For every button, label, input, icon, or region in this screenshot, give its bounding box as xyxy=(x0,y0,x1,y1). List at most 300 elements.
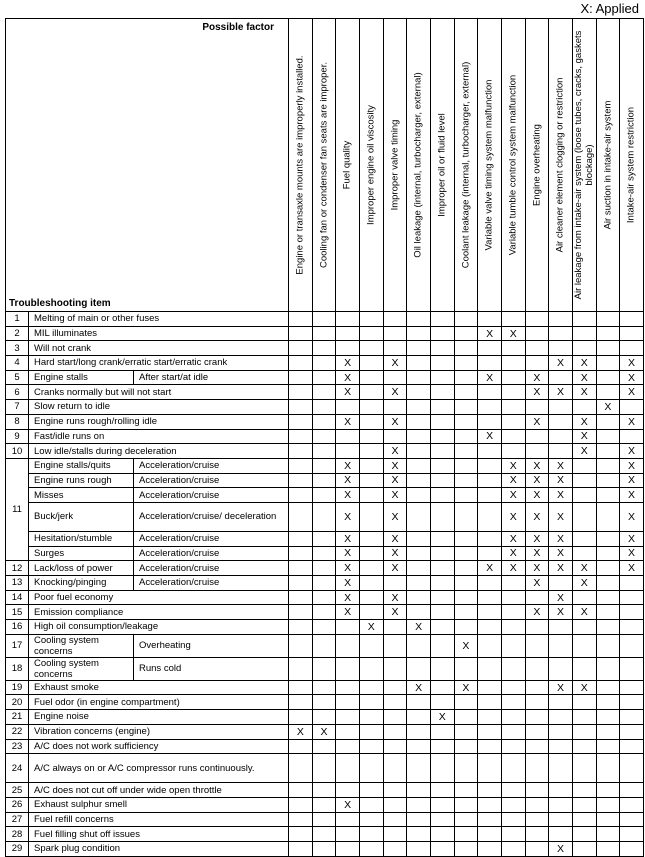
applied-cell xyxy=(289,385,313,400)
applied-cell xyxy=(501,797,525,812)
applied-cell xyxy=(572,739,596,754)
troubleshooting-item: Slow return to idle xyxy=(29,400,289,415)
applied-cell xyxy=(596,680,620,695)
applied-cell xyxy=(620,680,644,695)
table-row xyxy=(6,754,644,783)
applied-cell xyxy=(549,400,573,415)
applied-cell xyxy=(430,680,454,695)
table-row xyxy=(6,576,644,591)
applied-cell xyxy=(383,841,407,856)
applied-cell xyxy=(572,724,596,739)
applied-cell: X xyxy=(501,531,525,546)
applied-cell: X xyxy=(572,444,596,459)
applied-cell xyxy=(525,590,549,605)
applied-cell xyxy=(572,812,596,827)
applied-cell xyxy=(454,370,478,385)
applied-cell xyxy=(430,590,454,605)
applied-cell: X xyxy=(383,458,407,473)
applied-cell xyxy=(596,502,620,531)
applied-cell xyxy=(478,356,502,371)
applied-cell xyxy=(478,841,502,856)
applied-cell xyxy=(596,531,620,546)
troubleshooting-item-label: Troubleshooting item xyxy=(9,298,111,309)
table-row xyxy=(6,385,644,400)
applied-cell xyxy=(312,458,336,473)
applied-cell: X xyxy=(478,561,502,576)
applied-cell xyxy=(572,458,596,473)
applied-cell xyxy=(525,754,549,783)
applied-cell xyxy=(572,546,596,561)
applied-cell xyxy=(407,576,431,591)
applied-cell xyxy=(596,312,620,327)
applied-cell: X xyxy=(620,444,644,459)
applied-cell: X xyxy=(383,605,407,620)
applied-cell xyxy=(478,341,502,356)
applied-cell xyxy=(407,473,431,488)
applied-cell xyxy=(359,488,383,503)
applied-cell: X xyxy=(336,797,360,812)
troubleshooting-item: A/C does not cut off under wide open throttle xyxy=(29,783,289,798)
troubleshooting-item: Engine noise xyxy=(29,710,289,725)
condition: Overheating xyxy=(134,634,289,657)
applied-cell xyxy=(407,634,431,657)
factor-header xyxy=(525,19,549,312)
applied-cell xyxy=(312,414,336,429)
applied-cell xyxy=(454,531,478,546)
factor-label: Fuel quality xyxy=(341,140,353,190)
applied-cell: X xyxy=(454,680,478,695)
applied-cell xyxy=(383,326,407,341)
applied-cell xyxy=(359,341,383,356)
applied-cell xyxy=(596,634,620,657)
troubleshooting-item: High oil consumption/leakage xyxy=(29,620,289,635)
applied-cell xyxy=(383,695,407,710)
applied-cell xyxy=(572,783,596,798)
applied-cell xyxy=(478,739,502,754)
applied-cell xyxy=(336,695,360,710)
applied-cell xyxy=(407,356,431,371)
applied-cell xyxy=(620,739,644,754)
applied-cell xyxy=(407,458,431,473)
applied-cell xyxy=(501,783,525,798)
applied-cell xyxy=(289,827,313,842)
troubleshooting-item: Melting of main or other fuses xyxy=(29,312,289,327)
applied-cell: X xyxy=(620,385,644,400)
applied-cell xyxy=(572,312,596,327)
applied-cell: X xyxy=(525,370,549,385)
applied-cell: X xyxy=(572,429,596,444)
applied-cell xyxy=(478,620,502,635)
applied-cell xyxy=(359,710,383,725)
condition: After start/at idle xyxy=(134,370,289,385)
row-number: 13 xyxy=(6,576,29,591)
applied-cell xyxy=(430,657,454,680)
applied-cell: X xyxy=(501,326,525,341)
applied-cell xyxy=(454,561,478,576)
factor-label: Improper oil or fluid level xyxy=(436,113,448,217)
factor-header xyxy=(572,19,596,312)
row-number: 5 xyxy=(6,370,29,385)
applied-cell xyxy=(383,724,407,739)
applied-cell: X xyxy=(572,385,596,400)
troubleshooting-item: Low idle/stalls during deceleration xyxy=(29,444,289,459)
applied-cell xyxy=(407,605,431,620)
applied-cell xyxy=(289,473,313,488)
applied-cell xyxy=(359,502,383,531)
applied-cell xyxy=(501,590,525,605)
applied-cell xyxy=(312,385,336,400)
applied-cell xyxy=(572,841,596,856)
applied-cell xyxy=(407,341,431,356)
applied-cell xyxy=(430,385,454,400)
applied-cell: X xyxy=(336,488,360,503)
applied-cell xyxy=(430,473,454,488)
applied-cell xyxy=(383,710,407,725)
applied-cell xyxy=(525,695,549,710)
applied-cell: X xyxy=(501,546,525,561)
condition: Acceleration/cruise xyxy=(134,458,289,473)
applied-cell xyxy=(454,783,478,798)
applied-cell: X xyxy=(383,590,407,605)
applied-cell xyxy=(312,590,336,605)
applied-cell xyxy=(359,605,383,620)
applied-cell xyxy=(383,827,407,842)
applied-cell xyxy=(501,370,525,385)
table-row xyxy=(6,488,644,503)
applied-cell xyxy=(407,429,431,444)
table-row xyxy=(6,695,644,710)
applied-cell xyxy=(501,429,525,444)
applied-cell xyxy=(454,739,478,754)
table-row xyxy=(6,724,644,739)
condition: Acceleration/cruise xyxy=(134,561,289,576)
applied-cell xyxy=(359,546,383,561)
factor-header xyxy=(549,19,573,312)
applied-cell: X xyxy=(478,370,502,385)
applied-cell xyxy=(596,458,620,473)
applied-cell xyxy=(289,634,313,657)
applied-cell: X xyxy=(289,724,313,739)
applied-cell xyxy=(312,546,336,561)
applied-cell xyxy=(549,657,573,680)
applied-cell xyxy=(454,797,478,812)
applied-cell xyxy=(596,414,620,429)
applied-cell xyxy=(407,841,431,856)
applied-cell xyxy=(312,488,336,503)
applied-cell xyxy=(430,546,454,561)
row-number: 29 xyxy=(6,841,29,856)
applied-cell: X xyxy=(549,841,573,856)
applied-cell xyxy=(501,576,525,591)
applied-cell: X xyxy=(336,576,360,591)
applied-cell: X xyxy=(620,414,644,429)
applied-cell xyxy=(454,356,478,371)
applied-cell xyxy=(549,812,573,827)
possible-factor-label: Possible factor xyxy=(202,22,275,33)
applied-cell: X xyxy=(525,546,549,561)
applied-cell xyxy=(478,531,502,546)
applied-cell xyxy=(549,695,573,710)
applied-cell xyxy=(289,429,313,444)
troubleshooting-item: Emission compliance xyxy=(29,605,289,620)
factor-header xyxy=(454,19,478,312)
applied-cell xyxy=(454,473,478,488)
applied-cell: X xyxy=(620,531,644,546)
applied-cell xyxy=(596,356,620,371)
applied-cell: X xyxy=(525,561,549,576)
applied-cell xyxy=(454,590,478,605)
applied-cell xyxy=(407,695,431,710)
applied-cell xyxy=(454,385,478,400)
row-number: 4 xyxy=(6,356,29,371)
applied-cell xyxy=(407,797,431,812)
applied-cell xyxy=(525,312,549,327)
applied-cell: X xyxy=(383,385,407,400)
applied-cell: X xyxy=(525,414,549,429)
applied-cell: X xyxy=(620,502,644,531)
condition: Acceleration/cruise xyxy=(134,473,289,488)
applied-cell xyxy=(336,783,360,798)
applied-cell xyxy=(383,634,407,657)
applied-cell xyxy=(525,620,549,635)
applied-cell: X xyxy=(549,605,573,620)
applied-cell xyxy=(478,827,502,842)
factor-label: Engine overheating xyxy=(531,124,543,206)
applied-cell xyxy=(525,326,549,341)
applied-cell xyxy=(359,695,383,710)
factor-label: Oil leakage (internal, turbocharger, external) xyxy=(412,72,424,258)
applied-cell xyxy=(525,739,549,754)
applied-cell xyxy=(407,312,431,327)
applied-cell xyxy=(312,326,336,341)
applied-cell xyxy=(336,724,360,739)
applied-cell xyxy=(620,312,644,327)
applied-cell: X xyxy=(336,414,360,429)
applied-cell xyxy=(383,429,407,444)
applied-cell xyxy=(336,739,360,754)
applied-cell: X xyxy=(549,531,573,546)
applied-cell xyxy=(454,724,478,739)
applied-cell xyxy=(359,400,383,415)
applied-cell xyxy=(525,341,549,356)
applied-cell xyxy=(289,488,313,503)
applied-cell xyxy=(478,546,502,561)
applied-cell xyxy=(359,458,383,473)
applied-cell xyxy=(501,724,525,739)
applied-cell xyxy=(549,576,573,591)
troubleshooting-item: Exhaust sulphur smell xyxy=(29,797,289,812)
applied-cell xyxy=(596,724,620,739)
applied-cell xyxy=(407,657,431,680)
applied-cell xyxy=(407,754,431,783)
applied-cell: X xyxy=(336,561,360,576)
applied-cell xyxy=(289,341,313,356)
applied-cell xyxy=(289,400,313,415)
applied-cell xyxy=(454,326,478,341)
applied-cell: X xyxy=(407,680,431,695)
row-number: 1 xyxy=(6,312,29,327)
applied-cell: X xyxy=(620,488,644,503)
troubleshooting-item: Engine stalls/quits xyxy=(29,458,134,473)
row-number: 12 xyxy=(6,561,29,576)
applied-cell: X xyxy=(549,680,573,695)
applied-cell: X xyxy=(501,561,525,576)
applied-cell: X xyxy=(501,458,525,473)
applied-cell xyxy=(596,827,620,842)
applied-cell xyxy=(430,531,454,546)
applied-cell: X xyxy=(478,326,502,341)
table-row xyxy=(6,680,644,695)
applied-cell xyxy=(312,634,336,657)
troubleshooting-item: Cooling system concerns xyxy=(29,657,134,680)
applied-cell xyxy=(383,783,407,798)
applied-cell xyxy=(312,429,336,444)
applied-cell xyxy=(596,429,620,444)
applied-cell xyxy=(312,341,336,356)
applied-cell: X xyxy=(620,370,644,385)
applied-cell xyxy=(501,312,525,327)
applied-cell xyxy=(407,724,431,739)
applied-cell xyxy=(289,458,313,473)
applied-cell xyxy=(289,546,313,561)
applied-cell: X xyxy=(572,576,596,591)
factor-header xyxy=(407,19,431,312)
row-number: 16 xyxy=(6,620,29,635)
applied-cell xyxy=(454,341,478,356)
applied-cell xyxy=(525,680,549,695)
row-number: 23 xyxy=(6,739,29,754)
applied-cell: X xyxy=(549,590,573,605)
row-number: 6 xyxy=(6,385,29,400)
applied-cell xyxy=(430,502,454,531)
factor-label: Air suction in intake-air system xyxy=(602,100,614,230)
applied-cell: X xyxy=(501,502,525,531)
applied-cell xyxy=(572,754,596,783)
applied-cell xyxy=(289,710,313,725)
applied-cell xyxy=(359,739,383,754)
table-row xyxy=(6,827,644,842)
applied-cell xyxy=(430,812,454,827)
troubleshooting-item: Engine stalls xyxy=(29,370,134,385)
applied-cell xyxy=(359,312,383,327)
applied-cell xyxy=(383,812,407,827)
applied-cell xyxy=(596,590,620,605)
applied-cell xyxy=(383,754,407,783)
applied-cell xyxy=(359,444,383,459)
factor-label: Intake-air system restriction xyxy=(625,106,637,224)
troubleshooting-table xyxy=(5,18,644,857)
applied-cell xyxy=(383,400,407,415)
applied-cell xyxy=(454,576,478,591)
applied-cell xyxy=(454,605,478,620)
applied-cell xyxy=(312,739,336,754)
factor-header xyxy=(596,19,620,312)
condition: Acceleration/cruise xyxy=(134,546,289,561)
applied-cell xyxy=(383,739,407,754)
row-number: 28 xyxy=(6,827,29,842)
applied-cell xyxy=(525,634,549,657)
table-row xyxy=(6,783,644,798)
condition: Runs cold xyxy=(134,657,289,680)
applied-cell: X xyxy=(549,458,573,473)
applied-cell xyxy=(478,312,502,327)
troubleshooting-item: Hesitation/stumble xyxy=(29,531,134,546)
applied-cell xyxy=(336,657,360,680)
applied-cell xyxy=(501,605,525,620)
applied-cell xyxy=(430,739,454,754)
applied-cell xyxy=(359,797,383,812)
applied-cell xyxy=(620,812,644,827)
applied-cell xyxy=(454,812,478,827)
applied-cell xyxy=(454,400,478,415)
applied-cell xyxy=(596,695,620,710)
applied-cell xyxy=(359,841,383,856)
applied-cell xyxy=(454,695,478,710)
applied-cell xyxy=(336,429,360,444)
troubleshooting-item: Poor fuel economy xyxy=(29,590,289,605)
applied-cell xyxy=(620,429,644,444)
applied-cell: X xyxy=(336,356,360,371)
applied-cell xyxy=(478,634,502,657)
applied-cell xyxy=(312,710,336,725)
applied-cell xyxy=(501,444,525,459)
applied-cell xyxy=(312,356,336,371)
applied-cell: X xyxy=(383,473,407,488)
table-row xyxy=(6,312,644,327)
applied-cell xyxy=(478,797,502,812)
applied-cell xyxy=(359,414,383,429)
applied-cell xyxy=(312,473,336,488)
applied-cell xyxy=(478,754,502,783)
table-row xyxy=(6,657,644,680)
applied-cell xyxy=(572,488,596,503)
applied-cell xyxy=(501,739,525,754)
applied-cell xyxy=(454,754,478,783)
applied-cell xyxy=(430,400,454,415)
applied-cell xyxy=(407,590,431,605)
applied-cell xyxy=(336,841,360,856)
applied-cell: X xyxy=(572,370,596,385)
applied-cell xyxy=(478,576,502,591)
applied-cell xyxy=(407,546,431,561)
troubleshooting-item: Lack/loss of power xyxy=(29,561,134,576)
applied-cell xyxy=(430,429,454,444)
applied-cell xyxy=(454,620,478,635)
table-row xyxy=(6,634,644,657)
applied-cell xyxy=(312,444,336,459)
applied-cell xyxy=(501,385,525,400)
applied-cell xyxy=(336,444,360,459)
applied-cell xyxy=(596,546,620,561)
applied-cell xyxy=(596,657,620,680)
applied-cell xyxy=(454,710,478,725)
applied-cell xyxy=(572,657,596,680)
applied-cell xyxy=(430,326,454,341)
table-row xyxy=(6,458,644,473)
troubleshooting-item: Vibration concerns (engine) xyxy=(29,724,289,739)
applied-cell xyxy=(549,739,573,754)
applied-cell xyxy=(289,590,313,605)
troubleshooting-item: Cooling system concerns xyxy=(29,634,134,657)
applied-cell: X xyxy=(312,724,336,739)
applied-cell xyxy=(572,326,596,341)
factor-label: Improper valve timing xyxy=(389,119,401,211)
applied-cell xyxy=(525,724,549,739)
applied-cell xyxy=(359,783,383,798)
applied-cell xyxy=(407,827,431,842)
table-row xyxy=(6,473,644,488)
applied-cell: X xyxy=(572,561,596,576)
